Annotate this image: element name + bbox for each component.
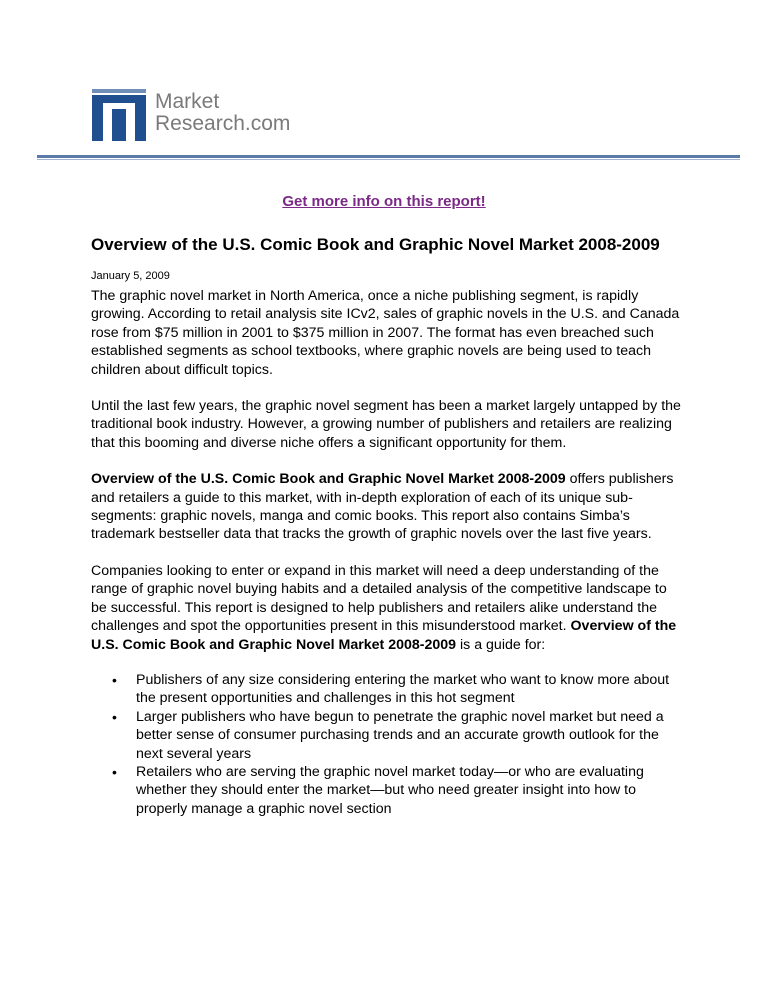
- header-divider: [37, 155, 740, 158]
- paragraph-1: The graphic novel market in North America, once a niche publishing segment, is rapidly growing. According to retail analysis site ICv2, sales of graphic novels in the U.S. and Canada rose from $75 million in 2001 to $375 million in 2007. The format has even breached such established segments as school textbooks, where graphic novels are being used to teach children about difficult topics.: [91, 288, 680, 378]
- report-body: [91, 234, 681, 818]
- paragraph-4-text: Companies looking to enter or expand in this market will need a deep understanding of the range of graphic novel buying habits and a detailed analysis of the competitive landscape to be successful. This report is designed to help publishers and retailers alike understand the challenges and spot the opportunities present in this misunderstood market.: [91, 562, 667, 635]
- report-name-bold: Overview of the U.S. Comic Book and Graphic Novel Market 2008-2009: [91, 471, 566, 488]
- logo-wordmark: [155, 91, 290, 135]
- audience-list: [91, 671, 681, 818]
- paragraph-3-text: offers publishers and retailers a guide to this market, with in-depth exploration of each of its unique sub-segments: graphic novels, manga and comic books. This report also contains Simba’s trademark bestseller data that tracks the growth of graphic novels over the last five years.: [91, 471, 674, 543]
- logo-line-1: Market: [155, 90, 220, 113]
- building-icon: [92, 89, 146, 141]
- marketresearch-logo[interactable]: [92, 87, 307, 143]
- header-divider-thin: [37, 159, 740, 160]
- report-title: Overview of the U.S. Comic Book and Graphic Novel Market 2008-2009: [91, 235, 660, 254]
- report-name-bold: Overview of the U.S. Comic Book and Graphic Novel Market 2008-2009: [91, 618, 677, 653]
- more-info-link[interactable]: Get more info on this report!: [282, 193, 486, 210]
- paragraph-4-end: is a guide for:: [456, 636, 546, 653]
- list-item: [112, 671, 681, 708]
- list-item-text: Publishers of any size considering entering the market who want to know more about the present opportunities and challenges in this hot segment: [136, 671, 670, 707]
- list-item: [112, 763, 681, 818]
- paragraph-4: [91, 562, 681, 654]
- list-item: [112, 708, 681, 763]
- list-item-text: Larger publishers who have begun to penetrate the graphic novel market but need a better sense of consumer purchasing trends and an accurate growth outlook for the next several years: [136, 708, 664, 762]
- logo-line-2: Research.com: [155, 112, 291, 135]
- paragraph-3: [91, 470, 681, 544]
- list-item-text: Retailers who are serving the graphic novel market today—or who are evaluating whether they should enter the market—but who need greater insight into how to properly manage a graphic novel section: [136, 763, 644, 817]
- bullet-icon: •: [112, 708, 117, 725]
- bullet-icon: •: [112, 671, 117, 688]
- report-date: January 5, 2009: [91, 270, 170, 282]
- bullet-icon: •: [112, 763, 117, 780]
- paragraph-2: Until the last few years, the graphic novel segment has been a market largely untapped by the traditional book industry. However, a growing number of publishers and retailers are realizing that this booming and diverse niche offers a significant opportunity for them.: [91, 398, 681, 451]
